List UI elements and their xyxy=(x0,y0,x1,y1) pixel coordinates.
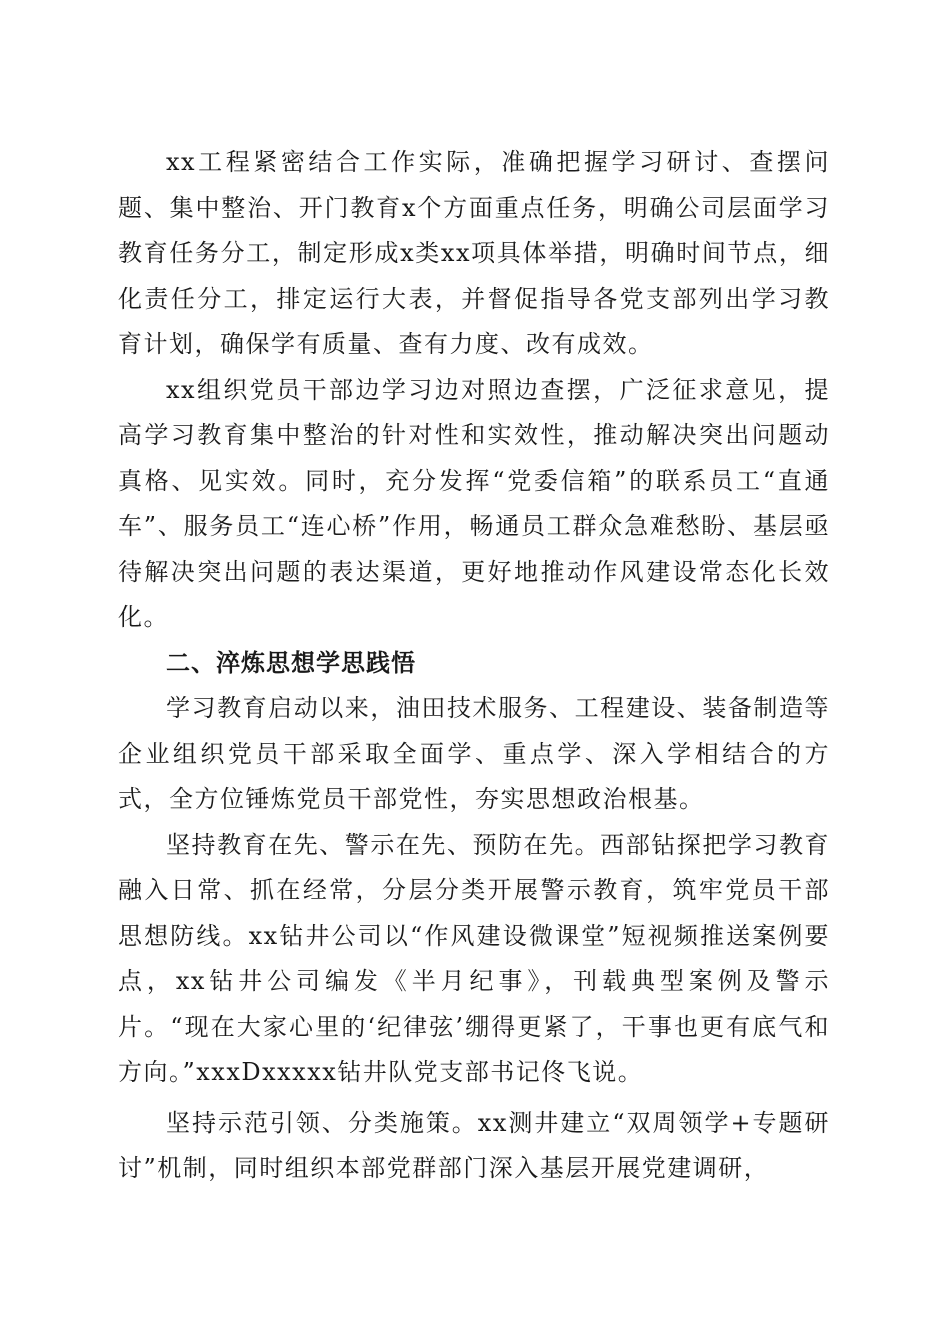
document-body xyxy=(118,140,830,1192)
paragraph-task-division: xx工程紧密结合工作实际，准确把握学习研讨、查摆问题、集中整治、开门教育x个方面重点任务，明确公司层面学习教育任务分工，制定形成x类xx项具体举措，明确时间节点，细化责任分工，排定运行大表，并督促指导各党支部列出学习教育计划，确保学有质量、查有力度、改有成效。 xyxy=(118,148,830,358)
paragraph-study-overview: 学习教育启动以来，油田技术服务、工程建设、装备制造等企业组织党员干部采取全面学、重点学、深入学相结合的方式，全方位锤炼党员干部党性，夯实思想政治根基。 xyxy=(118,694,830,813)
paragraph-warning-education: 坚持教育在先、警示在先、预防在先。西部钻探把学习教育融入日常、抓在经常，分层分类开展警示教育，筑牢党员干部思想防线。xx钻井公司以“作风建设微课堂”短视频推送案例要点，xx钻井公司编发《半月纪事》，刊载典型案例及警示片。“现在大家心里的‘纪律弦’绷得更紧了，干事也更有底气和方向。”xxxDxxxxx钻井队党支部书记佟飞说。 xyxy=(118,830,830,1086)
section-heading: 二、淬炼思想学思践悟 xyxy=(166,648,416,677)
paragraph-demonstration-lead: 坚持示范引领、分类施策。xx测井建立“双周领学+专题研讨”机制，同时组织本部党群部门深入基层开展党建调研， xyxy=(118,1108,830,1182)
paragraph-self-examination: xx组织党员干部边学习边对照边查摆，广泛征求意见，提高学习教育集中整治的针对性和实效性，推动解决突出问题动真格、见实效。同时，充分发挥“党委信箱”的联系员工“直通车”、服务员工“连心桥”作用，畅通员工群众急难愁盼、基层亟待解决突出问题的表达渠道，更好地推动作风建设常态化长效化。 xyxy=(118,375,830,631)
